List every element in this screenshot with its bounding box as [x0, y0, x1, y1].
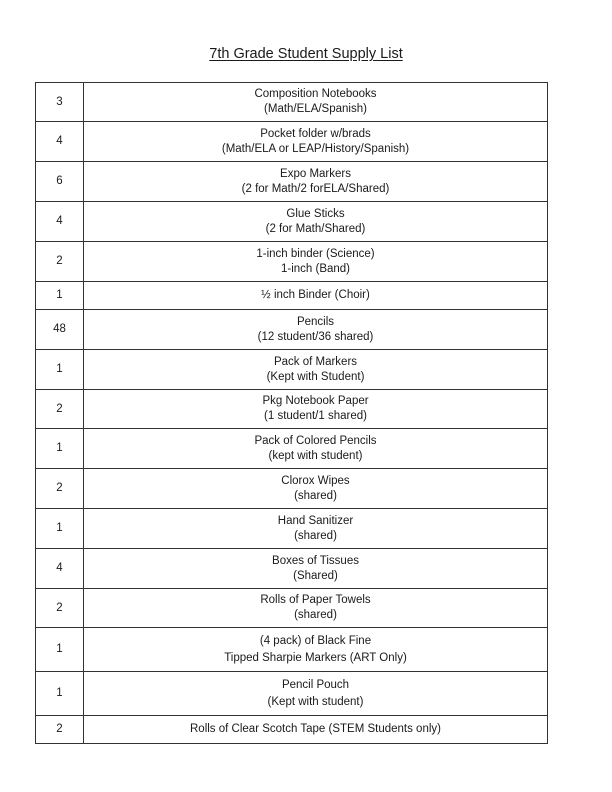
- quantity-cell: 2: [36, 242, 84, 282]
- table-row: [36, 390, 548, 429]
- quantity-cell: 1: [36, 509, 84, 549]
- item-note: (2 for Math/Shared): [265, 222, 366, 235]
- item-note: (Kept with Student): [266, 370, 365, 383]
- item-note: (12 student/36 shared): [257, 330, 374, 343]
- item-name: Composition Notebooks: [254, 88, 377, 100]
- item-note: (2 for Math/2 forELA/Shared): [241, 182, 390, 195]
- quantity-cell: 48: [36, 310, 84, 350]
- item-name: Rolls of Clear Scotch Tape (STEM Students only): [190, 723, 441, 735]
- item-name: Pencils: [296, 315, 335, 328]
- item-cell: [84, 390, 548, 429]
- item-cell: [84, 509, 548, 549]
- table-row: [36, 122, 548, 162]
- item-name: Pencil Pouch: [281, 678, 350, 691]
- item-cell: [84, 310, 548, 350]
- item-name: 1-inch binder (Science): [256, 247, 375, 260]
- item-name: Rolls of Paper Towels: [260, 594, 371, 606]
- table-row: [36, 350, 548, 390]
- quantity-cell: 1: [36, 282, 84, 310]
- quantity-cell: 3: [36, 83, 84, 122]
- item-name: Pack of Colored Pencils: [254, 434, 377, 447]
- item-name: Glue Sticks: [286, 207, 345, 220]
- quantity-cell: 1: [36, 350, 84, 390]
- supply-table: [35, 82, 548, 744]
- quantity-cell: 2: [36, 469, 84, 509]
- item-name: Pocket folder w/brads: [260, 127, 371, 140]
- quantity-cell: 4: [36, 202, 84, 242]
- item-name: Boxes of Tissues: [272, 554, 359, 567]
- item-name: Pkg Notebook Paper: [262, 395, 369, 407]
- table-row: [36, 628, 548, 672]
- table-row: [36, 242, 548, 282]
- table-row: [36, 589, 548, 628]
- table-row: [36, 469, 548, 509]
- item-note: (Kept with student): [267, 695, 364, 708]
- item-note: (kept with student): [268, 449, 363, 462]
- table-row: [36, 549, 548, 589]
- quantity-cell: 2: [36, 589, 84, 628]
- item-note: (1 student/1 shared): [264, 410, 367, 422]
- item-cell: [84, 162, 548, 202]
- table-row: [36, 509, 548, 549]
- table-row: [36, 202, 548, 242]
- quantity-cell: 1: [36, 429, 84, 469]
- item-cell: [84, 672, 548, 716]
- table-row: [36, 716, 548, 744]
- item-name: Hand Sanitizer: [277, 514, 354, 527]
- item-note: (shared): [294, 609, 337, 621]
- quantity-cell: 4: [36, 122, 84, 162]
- table-row: [36, 83, 548, 122]
- item-cell: [84, 469, 548, 509]
- item-note: (shared): [294, 529, 337, 542]
- quantity-cell: 4: [36, 549, 84, 589]
- table-row: [36, 310, 548, 350]
- item-cell: [84, 716, 548, 744]
- quantity-cell: 1: [36, 672, 84, 716]
- item-cell: [84, 83, 548, 122]
- item-name: Clorox Wipes: [281, 474, 350, 487]
- item-cell: [84, 122, 548, 162]
- item-name: ½ inch Binder (Choir): [261, 289, 370, 301]
- quantity-cell: 6: [36, 162, 84, 202]
- item-cell: [84, 549, 548, 589]
- quantity-cell: 2: [36, 390, 84, 429]
- table-row: [36, 429, 548, 469]
- item-note: (shared): [294, 489, 337, 502]
- item-name: (4 pack) of Black Fine: [259, 634, 372, 647]
- page-title: 7th Grade Student Supply List: [209, 46, 403, 62]
- item-cell: [84, 429, 548, 469]
- item-cell: [84, 282, 548, 310]
- item-cell: [84, 589, 548, 628]
- item-cell: [84, 628, 548, 672]
- item-note: (Math/ELA/Spanish): [264, 103, 367, 115]
- item-cell: [84, 202, 548, 242]
- quantity-cell: 1: [36, 628, 84, 672]
- item-note: (Shared): [293, 569, 338, 582]
- table-row: [36, 282, 548, 310]
- item-cell: [84, 350, 548, 390]
- item-cell: [84, 242, 548, 282]
- table-row: [36, 672, 548, 716]
- item-note: (Math/ELA or LEAP/History/Spanish): [221, 142, 410, 155]
- quantity-cell: 2: [36, 716, 84, 744]
- table-row: [36, 162, 548, 202]
- item-note: Tipped Sharpie Markers (ART Only): [224, 651, 407, 664]
- item-name: Expo Markers: [280, 167, 351, 180]
- item-name: Pack of Markers: [273, 355, 358, 368]
- item-note: 1-inch (Band): [280, 262, 351, 275]
